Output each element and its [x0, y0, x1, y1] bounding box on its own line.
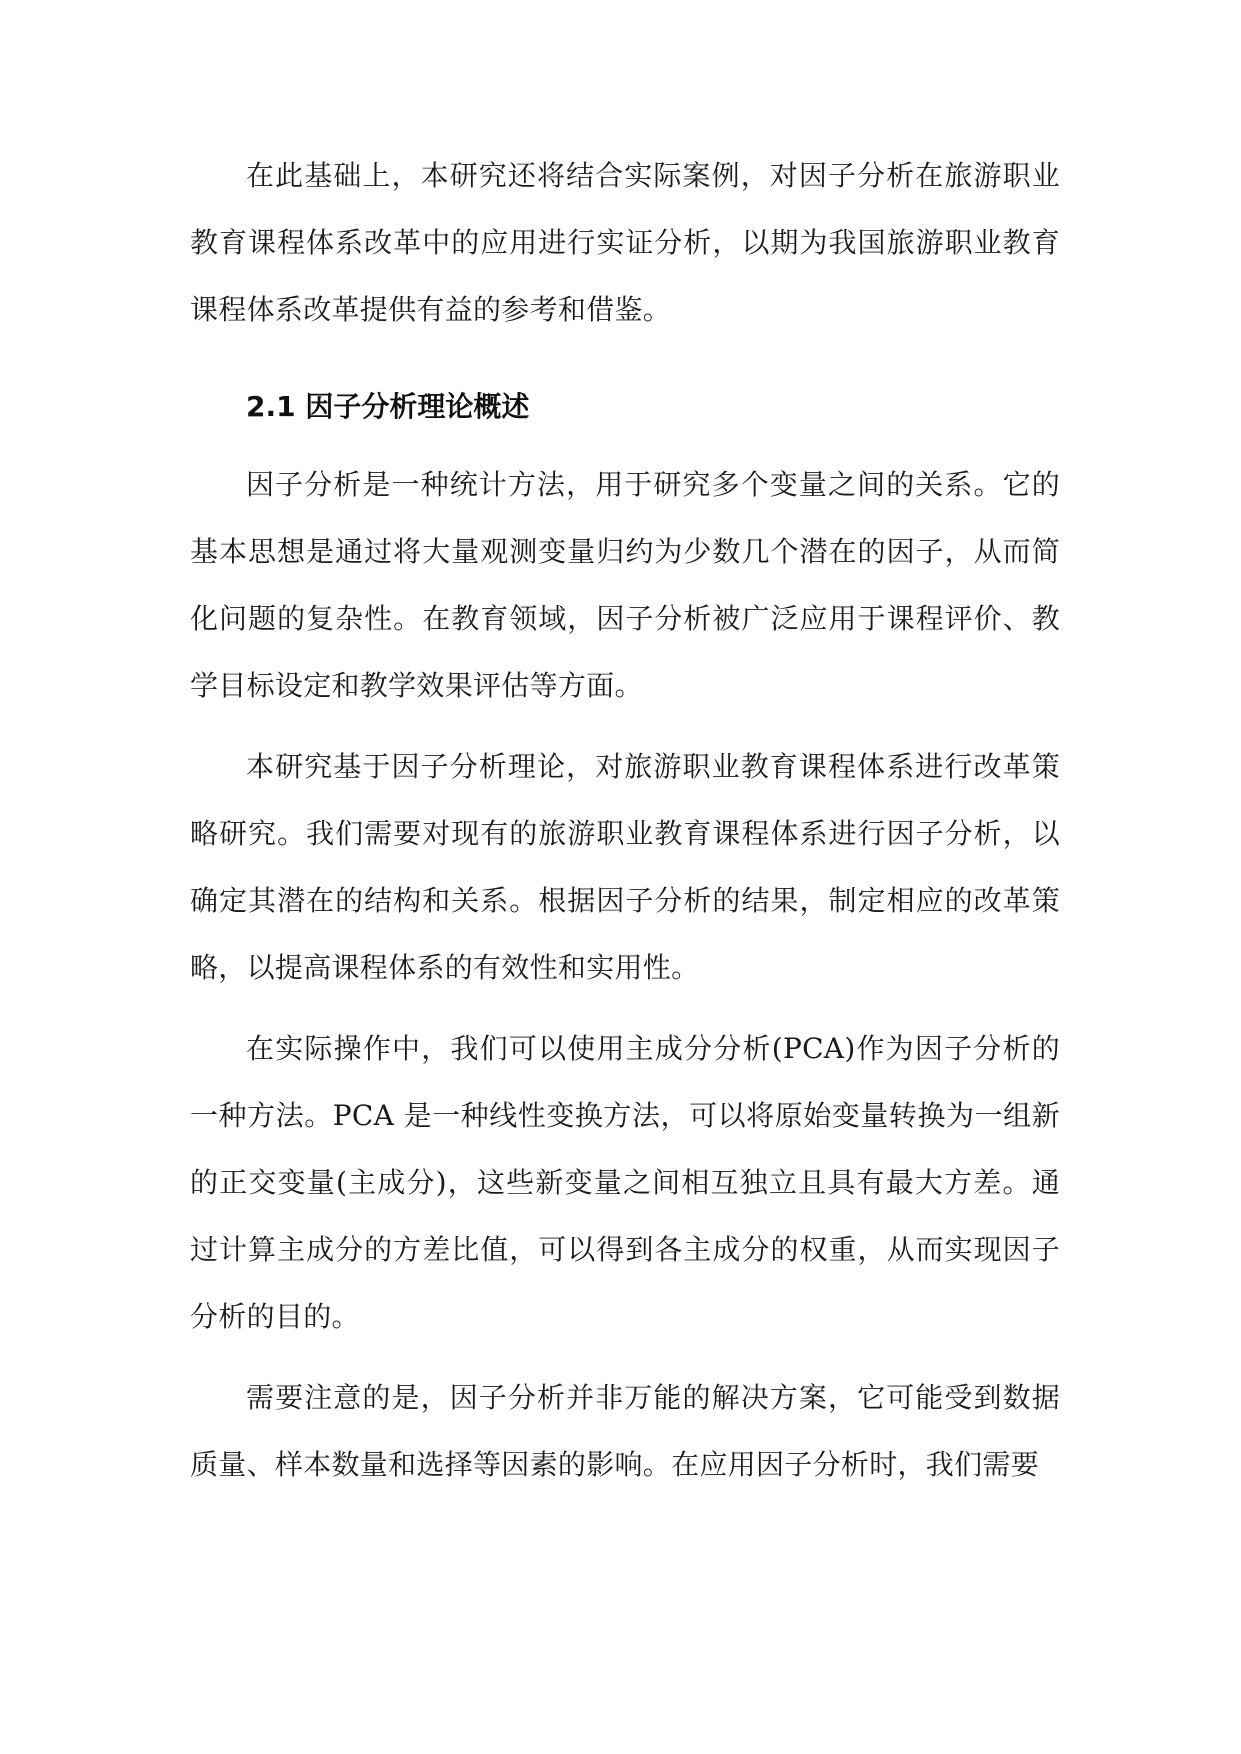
paragraph-research-basis: 本研究基于因子分析理论，对旅游职业教育课程体系进行改革策略研究。我们需要对现有的旅游职业教育课程体系进行因子分析，以确定其潜在的结构和关系。根据因子分析的结果，制定相应的改革策略，以提高课程体系的有效性和实用性。	[190, 750, 1060, 984]
section-heading: 2.1 因子分析理论概述	[246, 390, 530, 423]
paragraph-pca-method: 在实际操作中，我们可以使用主成分分析(PCA)作为因子分析的一种方法。PCA 是一种线性变换方法，可以将原始变量转换为一组新的正交变量(主成分)，这些新变量之间相互独立且具有最大方差。通过计算主成分的方差比值，可以得到各主成分的权重，从而实现因子分析的目的。	[190, 1032, 1060, 1333]
paragraph-limitations: 需要注意的是，因子分析并非万能的解决方案，它可能受到数据质量、样本数量和选择等因素的影响。在应用因子分析时，我们需要	[190, 1381, 1060, 1481]
document-body	[190, 142, 1060, 1512]
paragraph-factor-analysis-definition: 因子分析是一种统计方法，用于研究多个变量之间的关系。它的基本思想是通过将大量观测变量归约为少数几个潜在的因子，从而简化问题的复杂性。在教育领域，因子分析被广泛应用于课程评价、教学目标设定和教学效果评估等方面。	[190, 468, 1060, 702]
intro-paragraph: 在此基础上，本研究还将结合实际案例，对因子分析在旅游职业教育课程体系改革中的应用进行实证分析，以期为我国旅游职业教育课程体系改革提供有益的参考和借鉴。	[190, 159, 1060, 326]
